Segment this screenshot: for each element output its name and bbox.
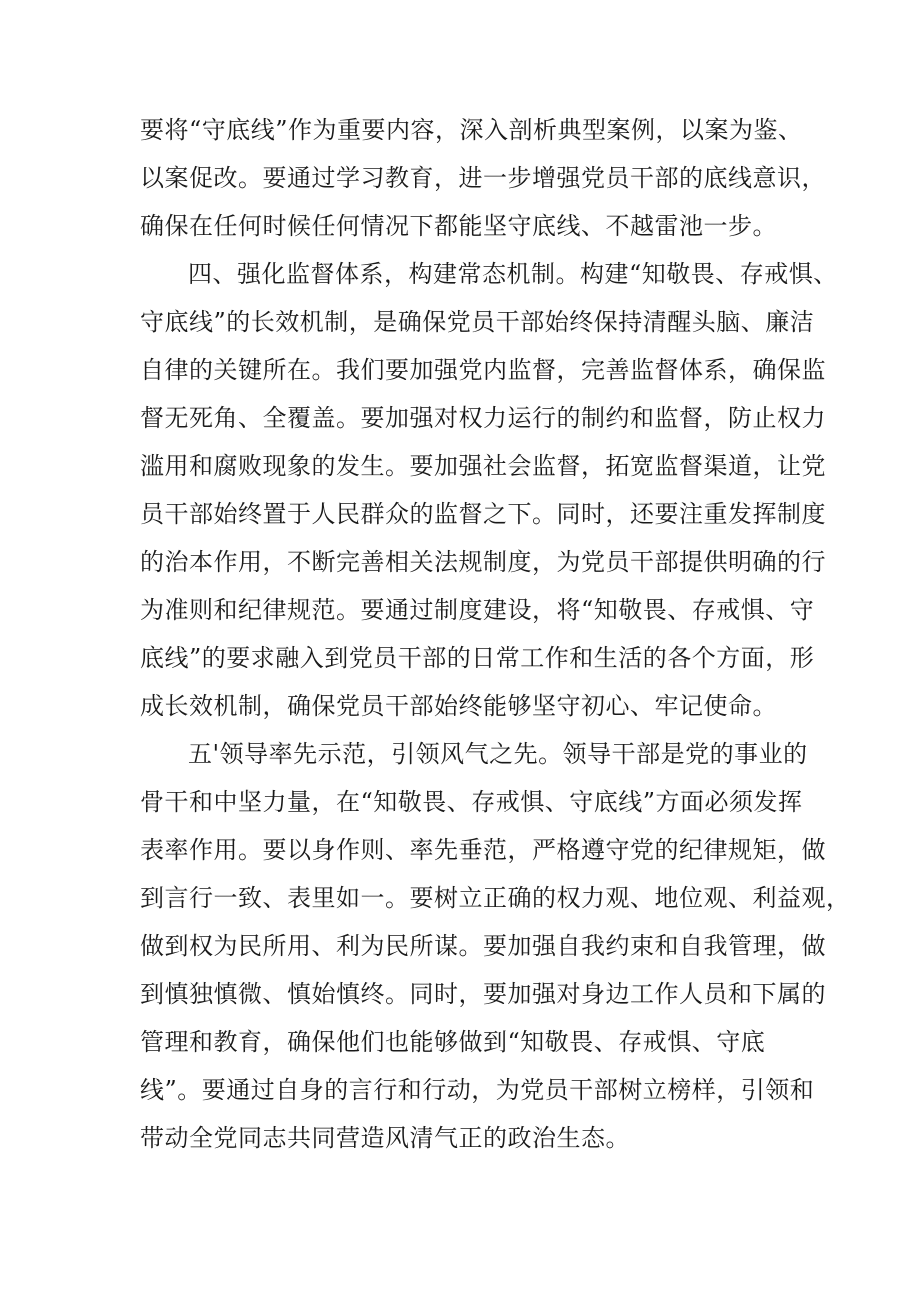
text-line: 守底线”的长效机制，是确保党员干部始终保持清醒头脑、廉洁: [140, 308, 815, 336]
text-line: 滥用和腐败现象的发生。要加强社会监督，拓宽监督渠道，让党: [140, 452, 826, 480]
text-line: 骨干和中坚力量，在“知敬畏、存戒惧、守底线”方面必须发挥: [140, 788, 803, 816]
text-line: 做到权为民所用、利为民所谋。要加强自我约束和自我管理，做: [140, 932, 826, 960]
document-body: [140, 106, 851, 1162]
text-line: 以案促改。要通过学习教育，进一步增强党员干部的底线意识，: [140, 164, 826, 192]
text-line-first: 四、强化监督体系，构建常态机制。构建“知敬畏、存戒惧、: [188, 260, 838, 288]
paragraph-section-five: [140, 730, 851, 1162]
text-line: 到慎独慎微、慎始慎终。同时，要加强对身边工作人员和下属的: [140, 980, 826, 1008]
text-line: 自律的关键所在。我们要加强党内监督，完善监督体系，确保监: [140, 356, 826, 384]
text-line: 线”。要通过自身的言行和行动，为党员干部树立榜样，引领和: [140, 1076, 815, 1104]
text-line: 底线”的要求融入到党员干部的日常工作和生活的各个方面，形: [140, 644, 815, 672]
text-line: 表率作用。要以身作则、率先垂范，严格遵守党的纪律规矩，做: [140, 836, 826, 864]
text-line: 成长效机制，确保党员干部始终能够坚守初心、牢记使命。: [140, 692, 777, 720]
paragraph-section-four: [140, 250, 838, 730]
text-line: 的治本作用，不断完善相关法规制度，为党员干部提供明确的行: [140, 548, 826, 576]
paragraph-continuation: [140, 106, 826, 250]
text-line: 员干部始终置于人民群众的监督之下。同时，还要注重发挥制度: [140, 500, 826, 528]
text-line: 督无死角、全覆盖。要加强对权力运行的制约和监督，防止权力: [140, 404, 826, 432]
text-line: 管理和教育，确保他们也能够做到“知敬畏、存戒惧、守底: [140, 1028, 766, 1056]
text-line: 为准则和纪律规范。要通过制度建设，将“知敬畏、存戒惧、守: [140, 596, 815, 624]
text-line: 到言行一致、表里如一。要树立正确的权力观、地位观、利益观，: [140, 884, 851, 912]
text-line: 要将“守底线”作为重要内容，深入剖析典型案例，以案为鉴、: [140, 116, 803, 144]
text-line: 确保在任何时候任何情况下都能坚守底线、不越雷池一步。: [140, 212, 777, 240]
text-line: 带动全党同志共同营造风清气正的政治生态。: [140, 1124, 630, 1152]
text-line-first: 五'领导率先示范，引领风气之先。领导干部是党的事业的: [188, 740, 808, 768]
